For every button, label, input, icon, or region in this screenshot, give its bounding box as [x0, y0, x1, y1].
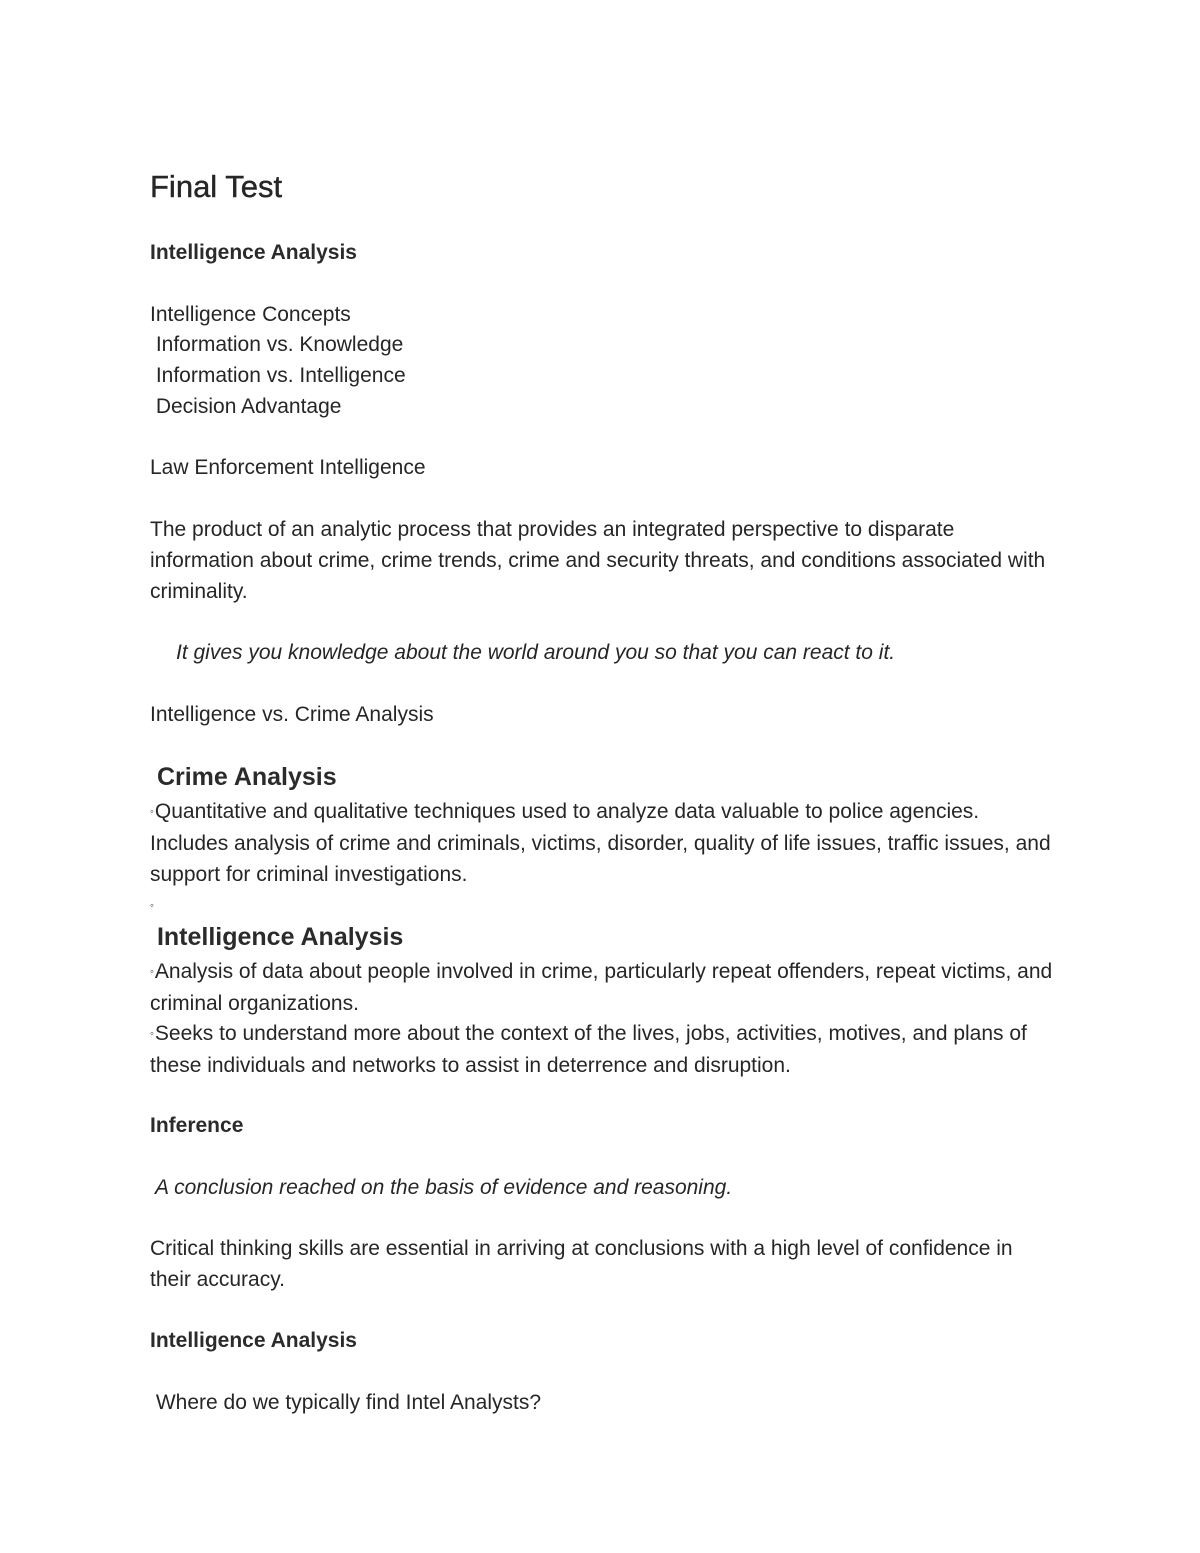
intelligence-analysis-heading: Intelligence Analysis: [150, 923, 404, 951]
bullet-icon: ◦: [150, 900, 154, 912]
question-text: Where do we typically find Intel Analysts?: [150, 1391, 542, 1414]
empty-bullet: [150, 890, 155, 922]
page-title: Final Test: [150, 169, 283, 204]
law-enforcement-quote: It gives you knowledge about the world around you so that you can react to it.: [176, 641, 896, 664]
bullet-icon: ◦: [150, 806, 154, 818]
inference-text: Critical thinking skills are essential in arriving at conclusions with a high level of confidence in their accuracy.: [150, 1237, 1013, 1291]
concept-item: Decision Advantage: [150, 395, 342, 418]
section-heading-intelligence-analysis-2: Intelligence Analysis: [150, 1329, 357, 1352]
intelligence-analysis-bullet-1: [150, 956, 1055, 1019]
comparison-label: Intelligence vs. Crime Analysis: [150, 703, 434, 726]
crime-analysis-bullet: [150, 796, 1055, 890]
crime-analysis-heading: Crime Analysis: [150, 763, 337, 791]
law-enforcement-definition: The product of an analytic process that provides an integrated perspective to disparate information about crime, crime trends, crime and security threats, and conditions associated with criminality.: [150, 518, 1046, 603]
intelligence-analysis-bullet-2: [150, 1018, 1055, 1081]
concept-item: Information vs. Knowledge: [150, 333, 404, 356]
inference-definition: A conclusion reached on the basis of evidence and reasoning.: [150, 1176, 733, 1199]
crime-analysis-text: Quantitative and qualitative techniques used to analyze data valuable to police agencies. Includes analysis of crime and criminals, victims, disorder, quality of life issues, traffic issues, and support for criminal investigations.: [150, 800, 1051, 886]
intelligence-analysis-text-2: Seeks to understand more about the context of the lives, jobs, activities, motives, and plans of these individuals and networks to assist in deterrence and disruption.: [150, 1022, 1027, 1077]
intelligence-analysis-text-1: Analysis of data about people involved in crime, particularly repeat offenders, repeat victims, and criminal organizations.: [150, 960, 1053, 1015]
bullet-icon: ◦: [150, 966, 154, 978]
bullet-icon: ◦: [150, 1028, 154, 1040]
concepts-label: Intelligence Concepts: [150, 303, 351, 326]
section-heading-intelligence-analysis: Intelligence Analysis: [150, 241, 357, 264]
concept-item: Information vs. Intelligence: [150, 364, 406, 387]
inference-heading: Inference: [150, 1114, 244, 1137]
law-enforcement-label: Law Enforcement Intelligence: [150, 456, 426, 479]
